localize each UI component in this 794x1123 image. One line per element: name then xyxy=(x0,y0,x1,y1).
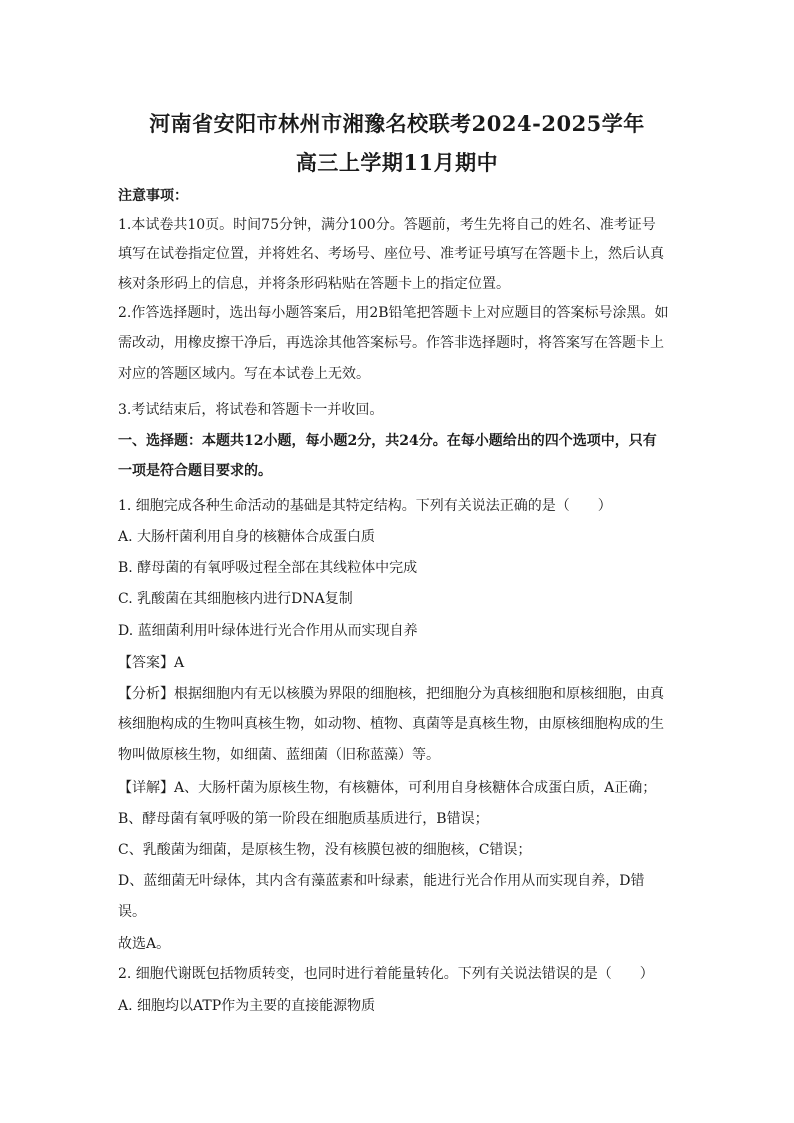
detail-line: D、蓝细菌无叶绿体，其内含有藻蓝素和叶绿素，能进行光合作用从而实现自养，D错 xyxy=(118,873,645,889)
page-title: 河南省安阳市林州市湘豫名校联考2024-2025学年 xyxy=(149,111,645,136)
detail-line: 【详解】A、大肠杆菌为原核生物，有核糖体，可利用自身核糖体合成蛋白质，A正确； xyxy=(118,780,657,796)
option-d: D. 蓝细菌利用叶绿体进行光合作用从而实现自养 xyxy=(118,623,418,639)
option-a: A. 细胞均以ATP作为主要的直接能源物质 xyxy=(118,998,376,1014)
analysis-line: 核细胞构成的生物叫真核生物，如动物、植物、真菌等是真核生物，由原核细胞构成的生 xyxy=(118,716,664,732)
analysis-line: 【分析】根据细胞内有无以核膜为界限的细胞核，把细胞分为真核细胞和原核细胞，由真 xyxy=(118,686,664,702)
section-heading-cont: 一项是符合题目要求的。 xyxy=(118,463,272,479)
notice-line: 填写在试卷指定位置，并将姓名、考场号、座位号、准考证号填写在答题卡上，然后认真 xyxy=(118,246,664,262)
detail-line: 误。 xyxy=(118,904,146,920)
section-heading: 一、选择题：本题共12小题，每小题2分，共24分。在每小题给出的四个选项中，只有 xyxy=(118,433,657,449)
question-stem: 2. 细胞代谢既包括物质转变，也同时进行着能量转化。下列有关说法错误的是（ ） xyxy=(118,966,654,982)
notice-line: 需改动，用橡皮擦干净后，再选涂其他答案标号。作答非选择题时，将答案写在答题卡上 xyxy=(118,335,664,351)
notice-line: 1.本试卷共10页。时间75分钟，满分100分。答题前，考生先将自己的姓名、准考证号 xyxy=(118,217,656,233)
notice-line: 2.作答选择题时，选出每小题答案后，用2B铅笔把答题卡上对应题目的答案标号涂黑。如 xyxy=(118,305,669,321)
option-c: C. 乳酸菌在其细胞核内进行DNA复制 xyxy=(118,591,353,607)
page-subtitle: 高三上学期11月期中 xyxy=(295,150,499,175)
detail-line: B、酵母菌有氧呼吸的第一阶段在细胞质基质进行，B错误； xyxy=(118,811,489,827)
notice-line: 核对条形码上的信息，并将条形码粘贴在答题卡上的指定位置。 xyxy=(118,276,510,292)
detail-line: 故选A。 xyxy=(118,936,171,952)
notice-line: 对应的答题区域内。写在本试卷上无效。 xyxy=(118,366,370,382)
option-a: A. 大肠杆菌利用自身的核糖体合成蛋白质 xyxy=(118,529,376,545)
notice-line: 3.考试结束后，将试卷和答题卡一并收回。 xyxy=(118,402,384,418)
option-b: B. 酵母菌的有氧呼吸过程全部在其线粒体中完成 xyxy=(118,560,418,576)
analysis-line: 物叫做原核生物，如细菌、蓝细菌（旧称蓝藻）等。 xyxy=(118,747,440,763)
question-stem: 1. 细胞完成各种生命活动的基础是其特定结构。下列有关说法正确的是（ ） xyxy=(118,498,612,514)
detail-line: C、乳酸菌为细菌，是原核生物，没有核膜包被的细胞核，C错误； xyxy=(118,842,532,858)
answer-label: 【答案】A xyxy=(118,655,185,671)
notice-heading: 注意事项： xyxy=(118,188,188,204)
